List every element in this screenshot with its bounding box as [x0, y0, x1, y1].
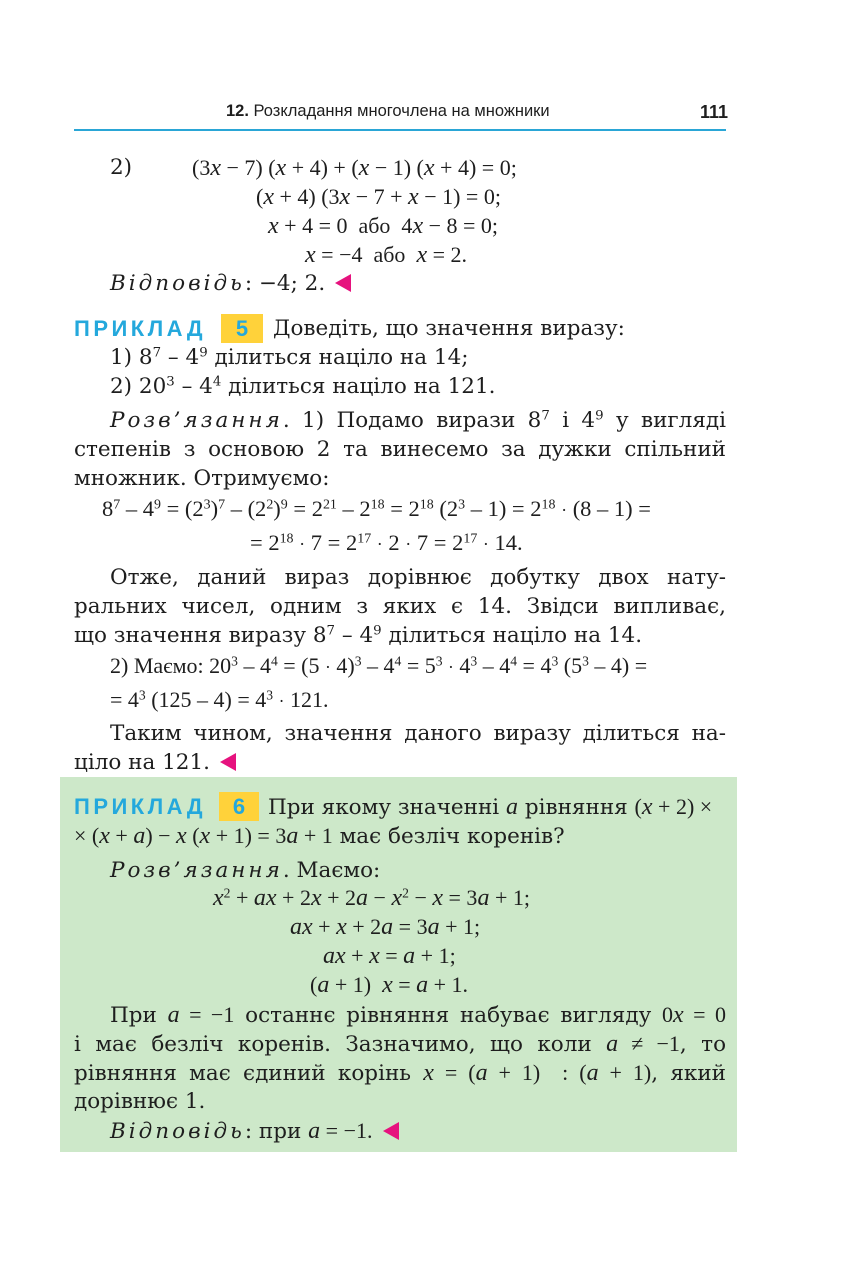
conclusion-line: Отже, даний вираз дорівнює добутку двох нату-	[110, 565, 726, 590]
equation-line: x = −4 або x = 2.	[305, 242, 468, 268]
equation-line: ax + x = a + 1;	[323, 943, 456, 969]
header-rule	[74, 129, 726, 131]
task-item-1: 1) $8^7 - 4^9$ ділиться націло на 14;	[110, 345, 469, 370]
equation-line: (x + 4) (3x − 7 + x − 1) = 0;	[256, 184, 501, 210]
text-line: рівняння має єдиний корінь x = (a + 1) : (a + 1), який	[74, 1060, 727, 1086]
part2-label: 2)	[110, 155, 133, 180]
example-task: Доведіть, що значення виразу:	[273, 316, 625, 341]
text-line: дорівнює 1.	[74, 1089, 206, 1114]
final-line: Таким чином, значення даного виразу ділиться на-	[110, 721, 726, 746]
answer-line: Відповідь: при a = −1.	[110, 1116, 399, 1146]
example-number: 6	[219, 792, 259, 821]
equation-line: = $4^3$ $(125 - 4) = 4^3 \cdot 121$.	[110, 687, 329, 712]
example-task: × (x + a) − x (x + 1) = 3a + 1 має безліч коренів?	[74, 823, 565, 849]
equation-line: = $2^{18} \cdot 7 = 2^{17} \cdot 2 \cdot 7 = 2^{17} \cdot 14$.	[250, 530, 523, 555]
equation-line: ax + x + 2a = 3a + 1;	[290, 914, 481, 940]
solution-intro: Розв’язання. Маємо:	[110, 858, 381, 883]
end-marker-icon	[220, 753, 236, 771]
example-task: При якому значенні a рівняння (x + 2) ×	[268, 794, 713, 820]
equation-line: $8^7 - 4^9 = (2^3)^7 - (2^2)^9 = 2^{21} - 2^{18} = 2^{18}$ $(2^3 - 1) = 2^{18} \cdot (8 - 1)$ =	[102, 496, 651, 521]
example-label: ПРИКЛАД	[74, 794, 207, 819]
equation-line: x + 4 = 0 або 4x − 8 = 0;	[268, 213, 499, 239]
answer-line	[110, 269, 351, 298]
answer-label: Відповідь	[110, 271, 245, 296]
page-number: 111	[700, 102, 729, 122]
equation-line: (a + 1) x = a + 1.	[310, 972, 469, 998]
solution-paragraph-line: степенів з основою 2 та винесемо за дужки спільний	[74, 437, 726, 462]
solution-paragraph-line: множник. Отримуємо:	[74, 466, 330, 491]
final-line: ціло на 121.	[74, 748, 236, 777]
running-header	[226, 102, 550, 121]
section-title: Розкладання многочлена на множники	[253, 102, 550, 120]
equation-line: $x^2$ + ax + $2x + 2a - x^2 - x = 3a + 1$;	[213, 885, 530, 911]
task-item-2: 2) $20^3 - 4^4$ ділиться націло на 121.	[110, 374, 496, 399]
equation-line: (3x − 7) (x + 4) + (x − 1) (x + 4) = 0;	[192, 155, 517, 181]
answer-value: : −4; 2.	[244, 271, 326, 296]
example-label: ПРИКЛАД	[74, 316, 207, 341]
solution-paragraph-line: Розв’язання. 1) Подамо вирази $8^7$ і $4^9$ у вигляді	[110, 408, 726, 433]
part2-solution-line: 2) Маємо: $20^3 - 4^4 = (5 \cdot 4)^3 - 4^4 = 5^3 \cdot 4^3 - 4^4 = 4^3$ $(5^3 - 4)$ =	[110, 653, 648, 678]
section-number: 12.	[226, 102, 249, 120]
example-number: 5	[221, 314, 263, 343]
text-line: При a = −1 останнє рівняння набуває вигляду 0x = 0	[110, 1002, 726, 1028]
conclusion-line: що значення виразу $8^7 - 4^9$ ділиться націло на 14.	[74, 623, 643, 648]
end-marker-icon	[335, 274, 351, 292]
conclusion-line: ральних чисел, одним з яких є 14. Звідси випливає,	[74, 594, 726, 619]
end-marker-icon	[383, 1122, 399, 1140]
text-line: і має безліч коренів. Зазначимо, що коли a ≠ −1, то	[74, 1031, 727, 1057]
